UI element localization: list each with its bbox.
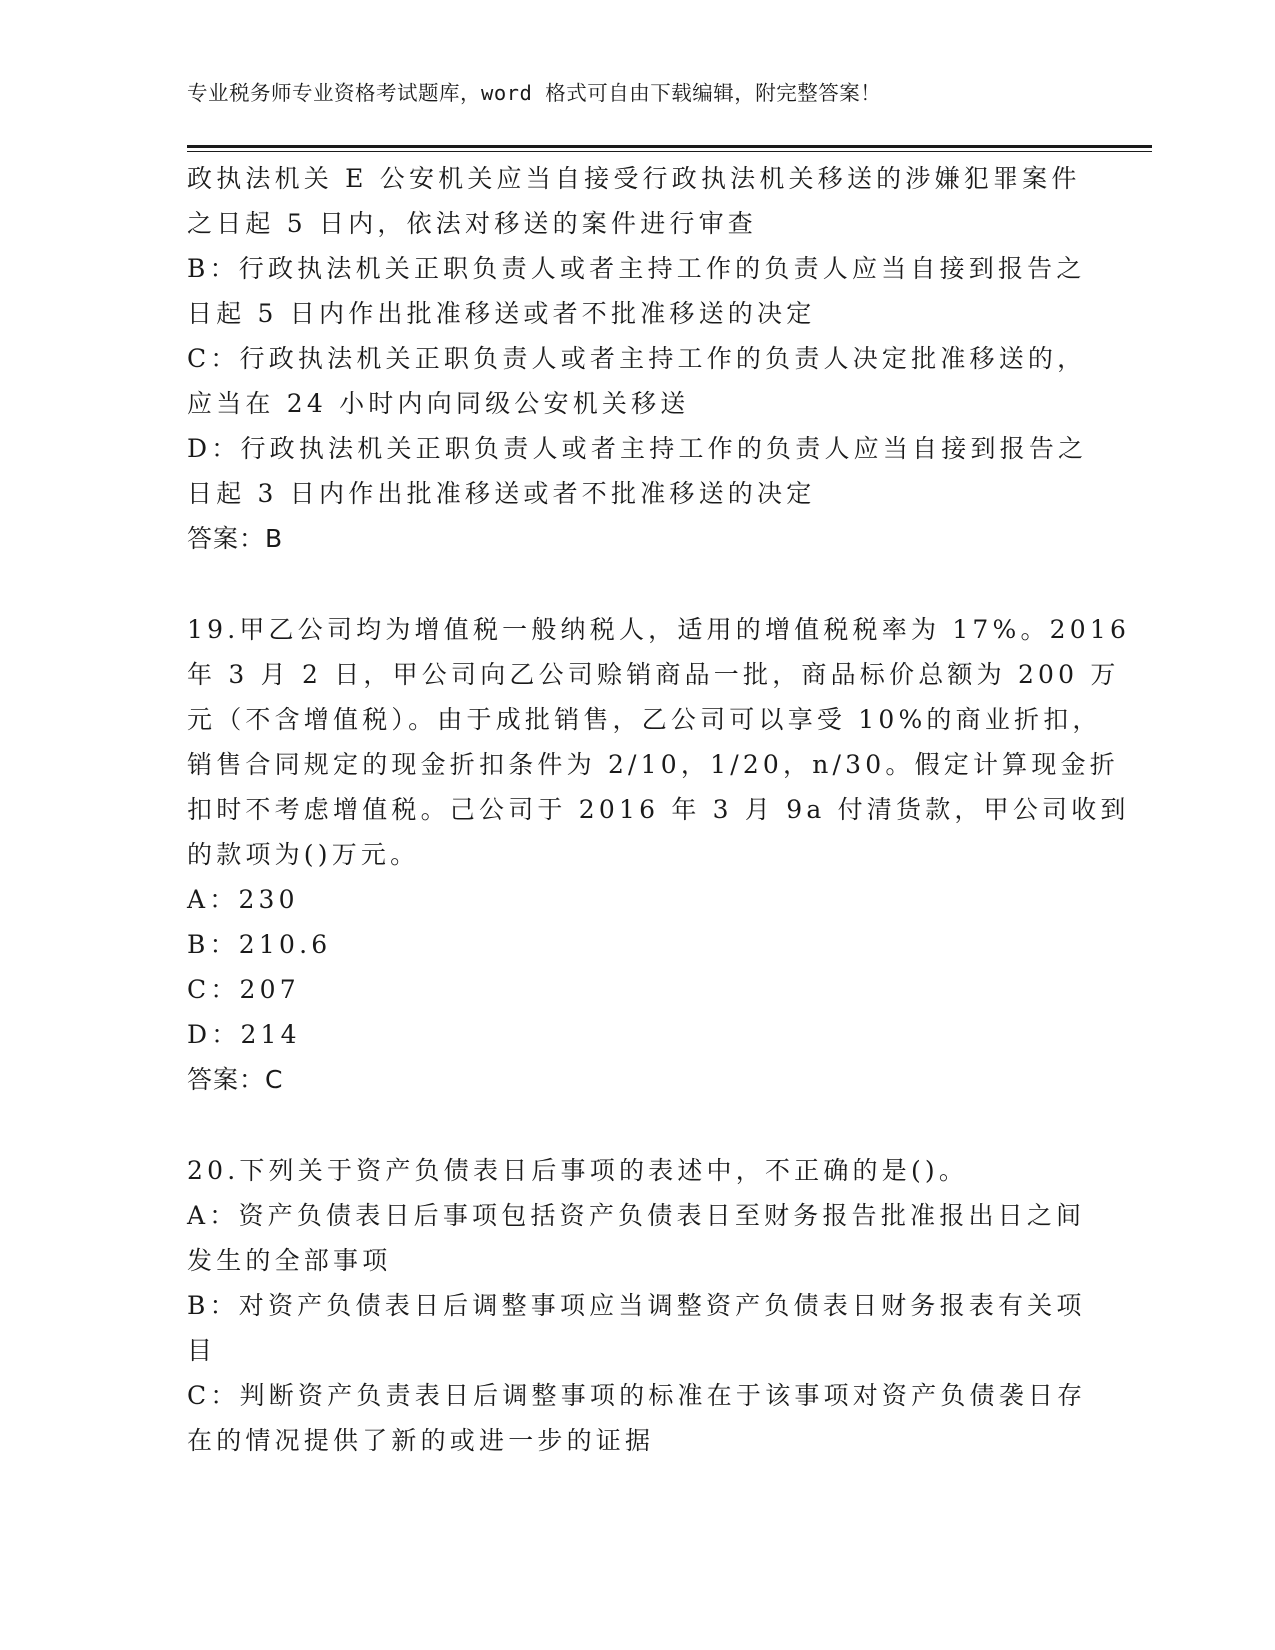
question-block xyxy=(187,1148,1087,1463)
text-line: C：207 xyxy=(187,975,300,1004)
question-block xyxy=(187,156,1087,561)
text-line: 目 xyxy=(187,1336,217,1365)
text-line: 政执法机关 E 公安机关应当自接受行政执法机关移送的涉嫌犯罪案件 xyxy=(187,164,1081,193)
block-spacer xyxy=(187,561,1087,607)
header-rule-thin xyxy=(187,151,1152,152)
question-block xyxy=(187,607,1131,1102)
page-header: 专业税务师专业资格考试题库，word 格式可自由下载编辑，附完整答案！ xyxy=(187,81,882,105)
text-line: C：行政执法机关正职负责人或者主持工作的负责人决定批准移送的， xyxy=(187,344,1087,373)
text-line: A：资产负债表日后事项包括资产负债表日至财务报告批准报出日之间 xyxy=(187,1201,1086,1230)
text-line: 元（不含增值税）。由于成批销售，乙公司可以享受 10%的商业折扣， xyxy=(187,705,1102,734)
answer-line: 答案：C xyxy=(187,1065,284,1094)
text-line: 发生的全部事项 xyxy=(187,1246,392,1275)
text-line: B：对资产负债表日后调整事项应当调整资产负债表日财务报表有关项 xyxy=(187,1291,1086,1320)
text-line: 年 3 月 2 日，甲公司向乙公司赊销商品一批，商品标价总额为 200 万 xyxy=(187,660,1120,689)
text-line: 20.下列关于资产负债表日后事项的表述中，不正确的是()。 xyxy=(187,1156,969,1185)
text-line: 的款项为()万元。 xyxy=(187,840,420,869)
text-line: 扣时不考虑增值税。己公司于 2016 年 3 月 9a 付清货款，甲公司收到 xyxy=(187,795,1130,824)
text-line: 日起 5 日内作出批准移送或者不批准移送的决定 xyxy=(187,299,816,328)
text-line: 19.甲乙公司均为增值税一般纳税人，适用的增值税税率为 17%。2016 xyxy=(187,615,1131,644)
text-line: B：行政执法机关正职负责人或者主持工作的负责人应当自接到报告之 xyxy=(187,254,1086,283)
block-spacer xyxy=(187,1102,1087,1148)
text-line: D：214 xyxy=(187,1020,301,1049)
text-line: 在的情况提供了新的或进一步的证据 xyxy=(187,1426,655,1455)
text-line: D：行政执法机关正职负责人或者主持工作的负责人应当自接到报告之 xyxy=(187,434,1088,463)
document-body xyxy=(187,156,1131,1463)
text-line: 销售合同规定的现金折扣条件为 2/10，1/20，n/30。假定计算现金折 xyxy=(187,750,1119,779)
text-line: B：210.6 xyxy=(187,930,332,959)
text-line: 之日起 5 日内，依法对移送的案件进行审查 xyxy=(187,209,758,238)
answer-line: 答案：B xyxy=(187,524,284,553)
text-line: C：判断资产负责表日后调整事项的标准在于该事项对资产负债袭日存 xyxy=(187,1381,1087,1410)
text-line: 日起 3 日内作出批准移送或者不批准移送的决定 xyxy=(187,479,816,508)
text-line: 应当在 24 小时内向同级公安机关移送 xyxy=(187,389,690,418)
header-rule-thick xyxy=(187,145,1152,148)
text-line: A：230 xyxy=(187,885,299,914)
